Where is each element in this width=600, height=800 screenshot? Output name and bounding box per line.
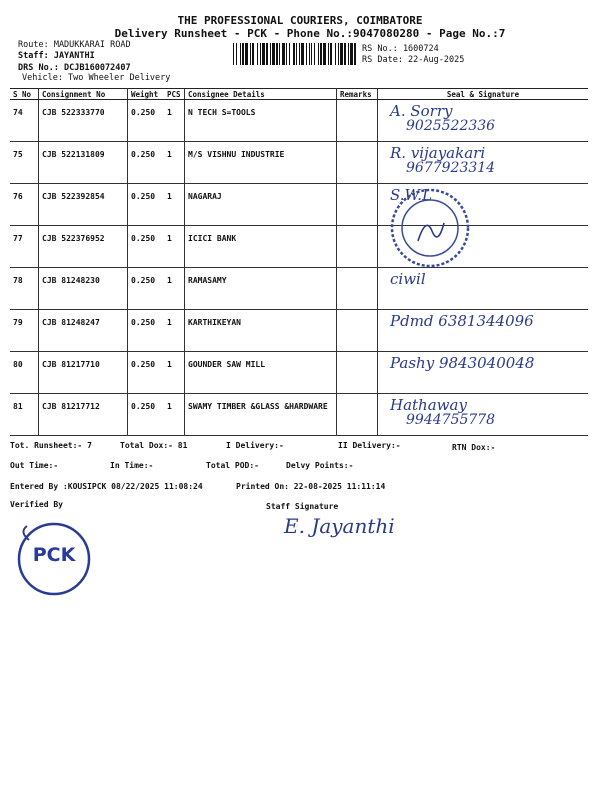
pck-stamp bbox=[15, 520, 93, 598]
col-sno: S No bbox=[10, 89, 39, 100]
remarks-cell bbox=[337, 184, 378, 226]
table-row bbox=[10, 142, 588, 184]
signature-cell bbox=[378, 142, 589, 184]
staff-label: Staff: JAYANTHI bbox=[18, 51, 95, 61]
pcs-cell: 1 bbox=[164, 352, 185, 394]
barcode-bar bbox=[350, 43, 353, 65]
barcode-bar bbox=[348, 43, 349, 65]
barcode-bar bbox=[335, 43, 336, 65]
weight-cell: 0.250 bbox=[128, 100, 165, 142]
pcs-cell: 1 bbox=[164, 100, 185, 142]
signature-cell bbox=[378, 268, 589, 310]
signature-cell bbox=[378, 100, 589, 142]
barcode-bar bbox=[245, 43, 248, 65]
handwritten-phone: 9025522336 bbox=[406, 118, 496, 134]
col-remarks: Remarks bbox=[337, 89, 378, 100]
pcs-cell: 1 bbox=[164, 226, 185, 268]
barcode-bar bbox=[309, 43, 310, 65]
ii-delivery: II Delivery:- bbox=[338, 441, 401, 450]
verified-by: Verified By bbox=[10, 500, 63, 509]
weight-cell: 0.250 bbox=[128, 352, 165, 394]
table-row bbox=[10, 268, 588, 310]
barcode-bar bbox=[318, 43, 319, 65]
barcode-bar bbox=[354, 43, 356, 65]
barcode-bar bbox=[252, 43, 254, 65]
barcode-bar bbox=[270, 43, 271, 65]
staff-signature-handwritten: E. Jayanthi bbox=[284, 514, 395, 538]
consignment-no-cell: CJB 81217710 bbox=[39, 352, 128, 394]
entered-by: Entered By :KOUSIPCK 08/22/2025 11:08:24 bbox=[10, 482, 203, 491]
handwritten-phone: 9677923314 bbox=[406, 160, 496, 176]
weight-cell: 0.250 bbox=[128, 394, 165, 436]
weight-cell: 0.250 bbox=[128, 226, 165, 268]
table-row bbox=[10, 352, 588, 394]
consignee-cell: NAGARAJ bbox=[185, 184, 337, 226]
in-time: In Time:- bbox=[110, 461, 154, 470]
route-label: Route: MADUKKARAI ROAD bbox=[18, 40, 131, 50]
barcode-bar bbox=[242, 43, 244, 65]
consignee-cell: KARTHIKEYAN bbox=[185, 310, 337, 352]
remarks-cell bbox=[337, 394, 378, 436]
col-weight: Weight bbox=[128, 89, 165, 100]
consignment-no-cell: CJB 522392854 bbox=[39, 184, 128, 226]
barcode-bar bbox=[276, 43, 278, 65]
barcode-image bbox=[233, 43, 357, 65]
barcode-bar bbox=[323, 43, 326, 65]
barcode-bar bbox=[257, 43, 258, 65]
weight-cell: 0.250 bbox=[128, 268, 165, 310]
sno-cell: 74 bbox=[10, 100, 39, 142]
consignee-cell: SWAMY TIMBER &GLASS &HARDWARE bbox=[185, 394, 337, 436]
drs-number: DRS No.: DCJB160072407 bbox=[18, 63, 131, 73]
consignee-cell: GOUNDER SAW MILL bbox=[185, 352, 337, 394]
remarks-cell bbox=[337, 142, 378, 184]
handwritten-signature: S.W.L bbox=[390, 186, 433, 204]
weight-cell: 0.250 bbox=[128, 184, 165, 226]
handwritten-phone: 9944755778 bbox=[406, 412, 496, 428]
consignee-cell: RAMASAMY bbox=[185, 268, 337, 310]
barcode-bar bbox=[272, 43, 275, 65]
rs-number: RS No.: 1600724 bbox=[362, 44, 439, 54]
barcode-bar bbox=[320, 43, 322, 65]
remarks-cell bbox=[337, 226, 378, 268]
barcode-bar bbox=[301, 43, 304, 65]
seal-stamp bbox=[388, 186, 472, 270]
barcode-bar bbox=[340, 43, 343, 65]
signature-cell bbox=[378, 310, 589, 352]
i-delivery: I Delivery:- bbox=[226, 441, 284, 450]
barcode-bar bbox=[306, 43, 307, 65]
pcs-cell: 1 bbox=[164, 394, 185, 436]
consignment-no-cell: CJB 522376952 bbox=[39, 226, 128, 268]
barcode-bar bbox=[328, 43, 329, 65]
weight-cell: 0.250 bbox=[128, 310, 165, 352]
sno-cell: 79 bbox=[10, 310, 39, 352]
remarks-cell bbox=[337, 268, 378, 310]
vehicle-label: Vehicle: Two Wheeler Delivery bbox=[22, 73, 171, 83]
table-row bbox=[10, 310, 588, 352]
col-consignment: Consignment No bbox=[39, 89, 128, 100]
barcode-bar bbox=[260, 43, 261, 65]
consignee-cell: N TECH S=TOOLS bbox=[185, 100, 337, 142]
handwritten-signature: R. vijayakari bbox=[390, 144, 486, 162]
sno-cell: 78 bbox=[10, 268, 39, 310]
table-row bbox=[10, 184, 588, 226]
consignment-no-cell: CJB 81217712 bbox=[39, 394, 128, 436]
barcode-bar bbox=[299, 43, 300, 65]
barcode-bar bbox=[266, 43, 268, 65]
company-name: THE PROFESSIONAL COURIERS, COIMBATORE bbox=[177, 14, 423, 27]
barcode-bar bbox=[311, 43, 312, 65]
barcode-bar bbox=[240, 43, 241, 65]
barcode-bar bbox=[338, 43, 339, 65]
consignee-cell: M/S VISHNU INDUSTRIE bbox=[185, 142, 337, 184]
pcs-cell: 1 bbox=[164, 268, 185, 310]
consignment-no-cell: CJB 522333770 bbox=[39, 100, 128, 142]
remarks-cell bbox=[337, 352, 378, 394]
runsheet-title: Delivery Runsheet - PCK - Phone No.:9047080280 - Page No.:7 bbox=[114, 27, 506, 40]
out-time: Out Time:- bbox=[10, 461, 59, 470]
handwritten-signature: Pashy 9843040048 bbox=[390, 354, 535, 372]
signature-cell bbox=[378, 352, 589, 394]
total-pod: Total POD:- bbox=[206, 461, 259, 470]
barcode-bar bbox=[262, 43, 265, 65]
barcode-bar bbox=[293, 43, 295, 65]
sno-cell: 76 bbox=[10, 184, 39, 226]
runsheet-table bbox=[10, 88, 588, 436]
handwritten-signature: A. Sorry bbox=[390, 102, 453, 120]
barcode-bar bbox=[279, 43, 280, 65]
col-consignee: Consignee Details bbox=[185, 89, 337, 100]
pcs-cell: 1 bbox=[164, 184, 185, 226]
delvy-points: Delvy Points:- bbox=[286, 461, 354, 470]
barcode-bar bbox=[233, 43, 234, 65]
total-dox: Total Dox:- 81 bbox=[120, 441, 188, 450]
handwritten-signature: Hathaway bbox=[390, 396, 467, 414]
table-row bbox=[10, 394, 588, 436]
col-seal-signature: Seal & Signature bbox=[378, 89, 589, 100]
sno-cell: 80 bbox=[10, 352, 39, 394]
barcode-bar bbox=[289, 43, 290, 65]
barcode-bar bbox=[296, 43, 297, 65]
sno-cell: 77 bbox=[10, 226, 39, 268]
barcode-bar bbox=[330, 43, 332, 65]
consignee-cell: ICICI BANK bbox=[185, 226, 337, 268]
consignment-no-cell: CJB 81248230 bbox=[39, 268, 128, 310]
table-row bbox=[10, 100, 588, 142]
printed-on: Printed On: 22-08-2025 11:11:14 bbox=[236, 482, 386, 491]
rs-date: RS Date: 22-Aug-2025 bbox=[362, 55, 465, 65]
remarks-cell bbox=[337, 100, 378, 142]
barcode-bar bbox=[344, 43, 346, 65]
barcode-bar bbox=[314, 43, 315, 65]
pcs-cell: 1 bbox=[164, 142, 185, 184]
sno-cell: 75 bbox=[10, 142, 39, 184]
barcode-bar bbox=[282, 43, 285, 65]
staff-signature-label: Staff Signature bbox=[266, 502, 339, 511]
consignment-no-cell: CJB 522131809 bbox=[39, 142, 128, 184]
handwritten-signature: Pdmd 6381344096 bbox=[390, 312, 534, 330]
barcode-bar bbox=[250, 43, 251, 65]
barcode-bar bbox=[236, 43, 237, 65]
sno-cell: 81 bbox=[10, 394, 39, 436]
tot-runsheet: Tot. Runsheet:- 7 bbox=[10, 441, 92, 450]
handwritten-signature: ciwil bbox=[390, 270, 426, 288]
consignment-no-cell: CJB 81248247 bbox=[39, 310, 128, 352]
pck-stamp-text: PCK bbox=[32, 544, 76, 566]
remarks-cell bbox=[337, 310, 378, 352]
pcs-cell: 1 bbox=[164, 310, 185, 352]
table-header-row bbox=[10, 89, 588, 100]
col-pcs: PCS bbox=[164, 89, 185, 100]
barcode-bar bbox=[286, 43, 287, 65]
signature-cell bbox=[378, 394, 589, 436]
table-row bbox=[10, 226, 588, 268]
rtn-dox: RTN Dox:- bbox=[452, 443, 496, 452]
weight-cell: 0.250 bbox=[128, 142, 165, 184]
